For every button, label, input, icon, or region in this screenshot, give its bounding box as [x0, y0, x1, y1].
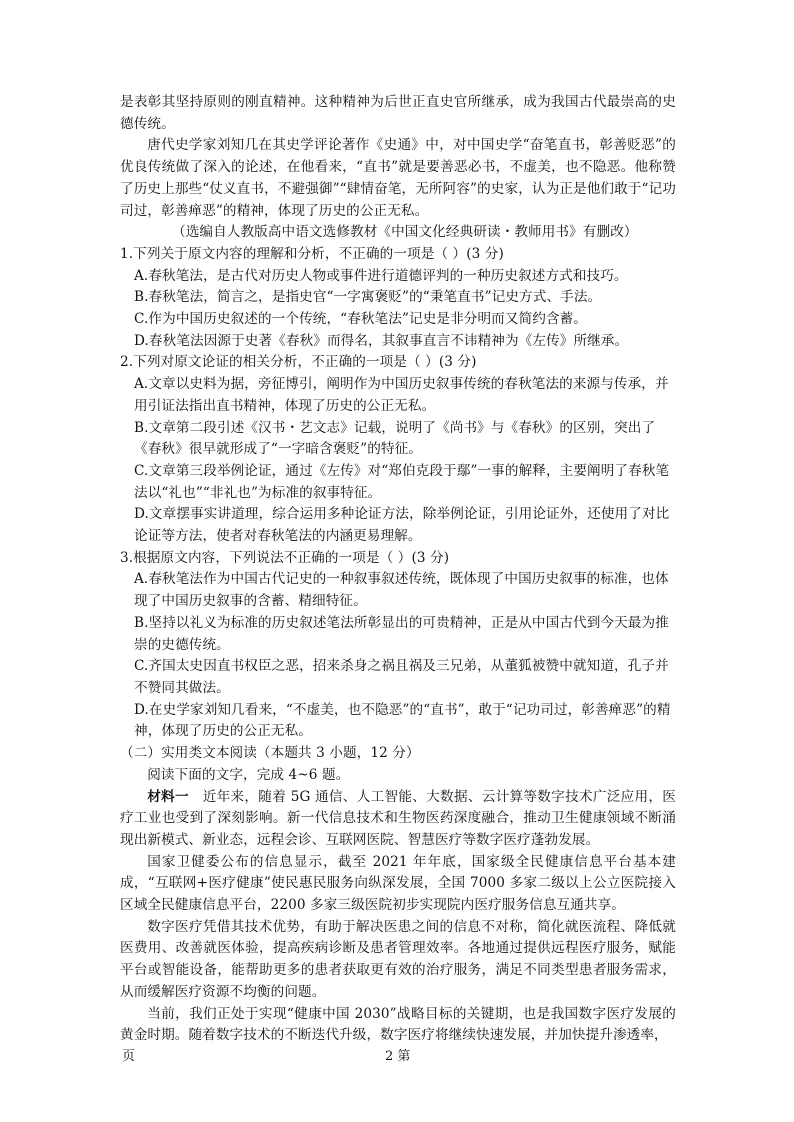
option-b: B.文章第二段引述《汉书・艺文志》记载，说明了《尚书》与《春秋》的区别，突出了《春秋》很早就形成了“一字暗含褒贬”的特征。	[134, 419, 656, 458]
material-paragraph: 国家卫健委公布的信息显示，截至 2021 年年底，国家级全民健康信息平台基本建成，“互联网+医疗健康”使民惠民服务向纵深发展，全国 7000 多家二级以上公立医院接入区域全民健康信息平台，2200 多家三级医院初步实现院内医疗服务信息互通共享。	[120, 853, 676, 914]
option-b: B.春秋笔法，简言之，是指史官“一字寓褒贬”的“秉笔直书”记史方式、手法。	[134, 289, 602, 306]
material-label: 材料一	[147, 788, 189, 805]
option-d: D.在史学家刘知几看来，“不虚美，也不隐恶”的“直书”，敢于“记功司过，彰善瘅恶”的精神，体现了历史的公正无私。	[134, 701, 671, 740]
paragraph-liu-zhiji: 唐代史学家刘知几在其史学评论著作《史通》中，对中国史学“奋笔直书，彰善贬恶”的优良传统做了深入的论述，在他看来，“直书”就是要善恶必书，不虚美，也不隐恶。他称赞了历史上那些“仗义直书，不避强御”“肆情奋笔，无所阿容”的史家，认为正是他们敢于“记功司过，彰善瘅恶”的精神，体现了历史的公正无私。	[120, 137, 676, 219]
material-paragraph: 数字医疗凭借其技术优势，有助于解决医患之间的信息不对称，简化就医流程、降低就医费用、改善就医体验，提高疾病诊断及患者管理效率。各地通过提供远程医疗服务，赋能平台或智能设备，能帮助更多的患者获取更有效的治疗服务，满足不同类型患者服务需求，从而缓解医疗资源不均衡的问题。	[120, 918, 676, 1000]
section-heading: （二）实用类文本阅读（本题共 3 小题，12 分）	[120, 745, 420, 762]
reading-instruction: 阅读下面的文字，完成 4~6 题。	[147, 766, 350, 783]
question-stem: 3.根据原文内容，下列说法不正确的一项是（ ）(3 分)	[120, 549, 450, 566]
option-c: C.文章第三段举例论证，通过《左传》对“郑伯克段于鄢”一事的解释，主要阐明了春秋笔法以“礼也”“非礼也”为标准的叙事特征。	[134, 462, 670, 501]
option-c: C.作为中国历史叙述的一个传统，“春秋笔法”记史是非分明而又简约含蓄。	[134, 311, 588, 328]
question-stem: 2.下列对原文论证的相关分析，不正确的一项是（ ）(3 分)	[120, 354, 477, 371]
paragraph-continuation: 是表彰其坚持原则的刚直精神。这种精神为后世正直史官所继承，成为我国古代最崇高的史德传统。	[120, 94, 676, 132]
question-3	[120, 548, 676, 743]
option-d: D.文章摆事实讲道理，综合运用多种论证方法，除举例论证，引用论证外，还使用了对比论证等方法，使者对春秋笔法的内涵更易理解。	[134, 506, 670, 545]
material-paragraph: 当前，我们正处于实现“健康中国 2030”战略目标的关键期，也是我国数字医疗发展的黄金时期。随着数字技术的不断迭代升级，数字医疗将继续快速发展，并加快提升渗透率，	[120, 1005, 676, 1044]
source-citation: （选编自人教版高中语文选修教材《中国文化经典研读・教师用书》有删改）	[172, 224, 638, 241]
option-c: C.齐国太史因直书权臣之恶，招来杀身之祸且祸及三兄弟，从董狐被赞中就知道，孔子并不赞同其做法。	[134, 658, 669, 696]
option-a: A.春秋笔法，是古代对历史人物或事件进行道德评判的一种历史叙述方式和技巧。	[134, 267, 628, 284]
material-one-paragraph	[120, 787, 676, 852]
question-stem: 1.下列关于原文内容的理解和分析，不正确的一项是（ ）(3 分)	[120, 245, 504, 262]
option-b: B.坚持以礼义为标准的历史叙述笔法所彰显出的可贵精神，正是从中国古代到今天最为推崇的史德传统。	[134, 614, 669, 653]
material-text: 近年来，随着 5G 通信、人工智能、大数据、云计算等数字技术广泛应用，医疗工业也受到了深刻影响。新一代信息技术和生物医药深度融合，推动卫生健康领域不断涌现出新模式、新业态，远程会诊、互联网医院、智慧医疗等数字医疗蓬勃发展。	[120, 788, 676, 848]
footer-page-number: 2 第	[385, 1049, 411, 1064]
question-1	[120, 244, 676, 353]
option-a: A.春秋笔法作为中国古代记史的一种叙事叙述传统，既体现了中国历史叙事的标准，也体现了中国历史叙事的含蓄、精细特征。	[134, 571, 669, 610]
page-content	[120, 92, 676, 1047]
option-d: D.春秋笔法因源于史著《春秋》而得名，其叙事直言不讳精神为《左传》所继承。	[134, 332, 629, 349]
option-a: A.文章以史料为据，旁征博引，阐明作为中国历史叙事传统的春秋笔法的来源与传承，并用引证法指出直书精神，体现了历史的公正无私。	[134, 376, 669, 414]
question-2	[120, 352, 676, 547]
footer-page-label: 页	[122, 1049, 136, 1064]
